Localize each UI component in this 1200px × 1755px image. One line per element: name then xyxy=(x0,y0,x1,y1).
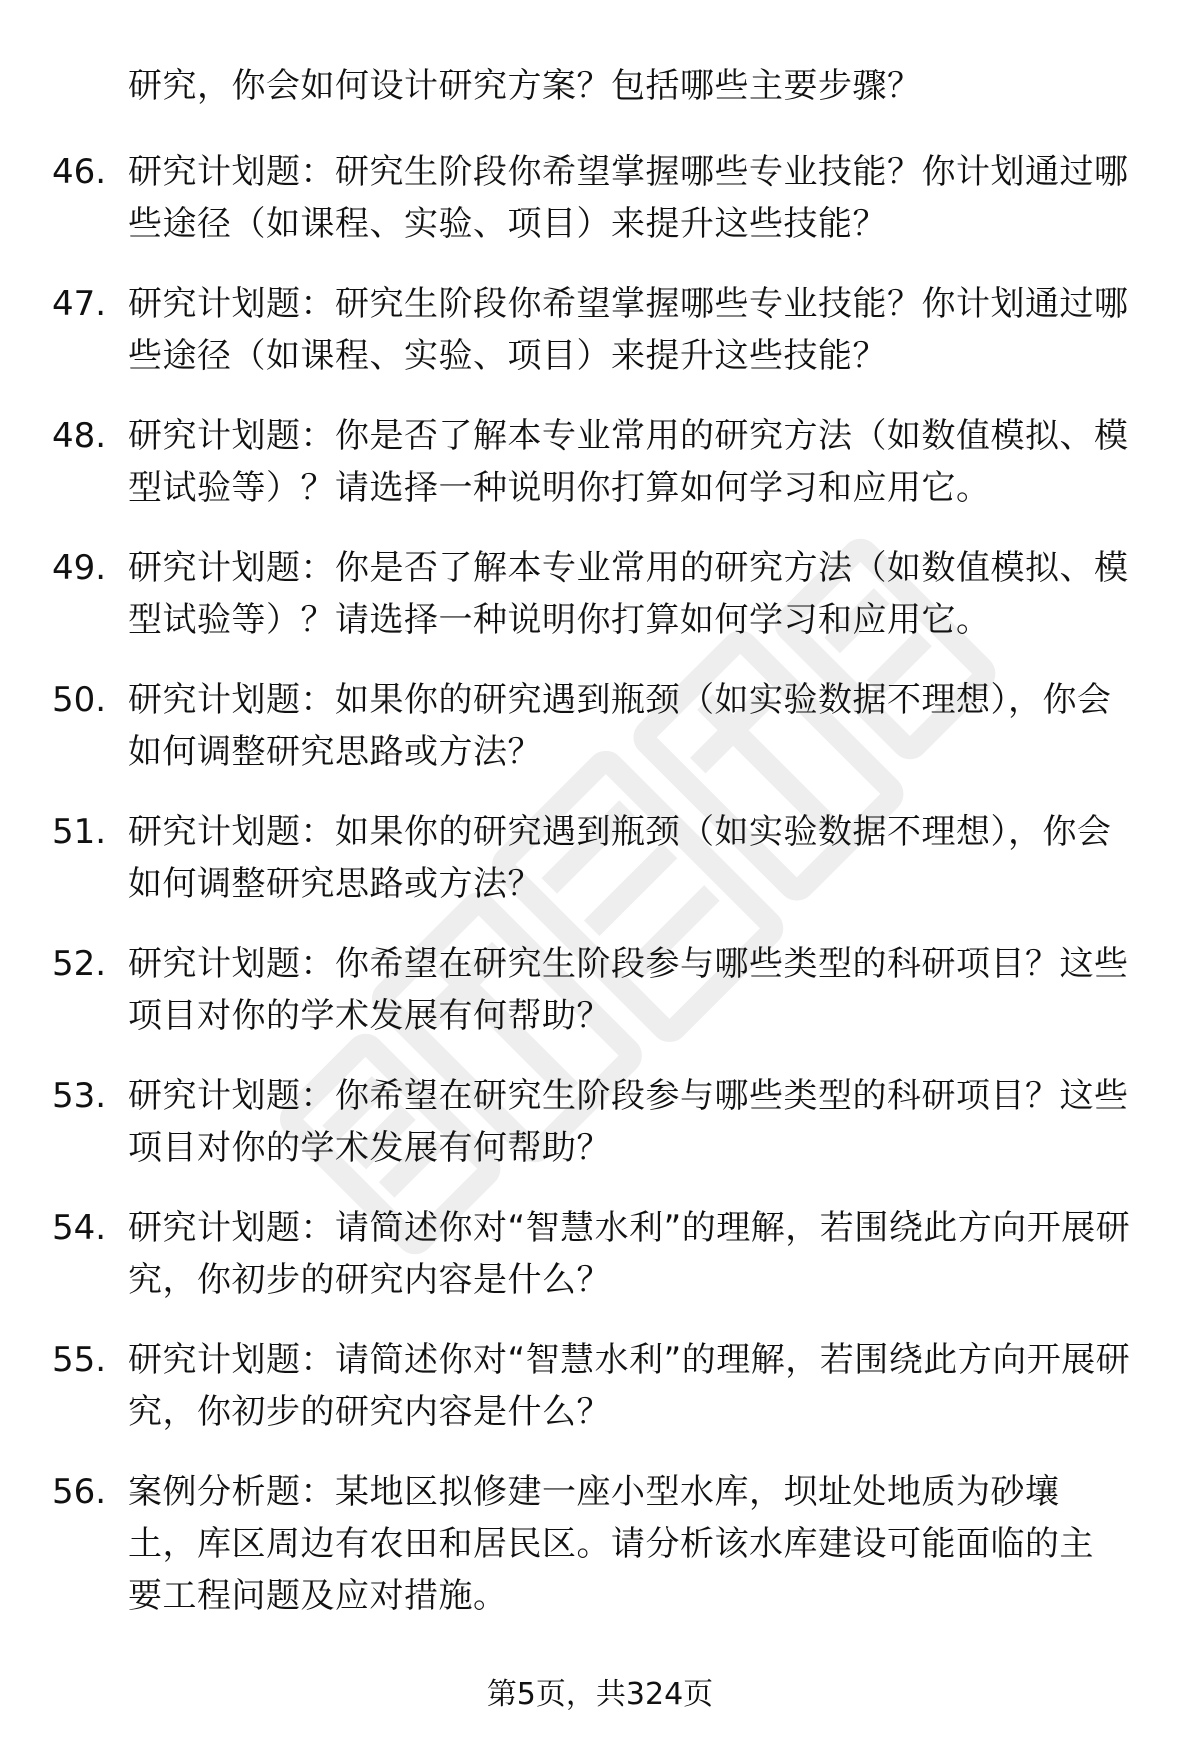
question-number: 48. xyxy=(52,416,107,456)
question-number: 51. xyxy=(52,812,107,852)
question-item xyxy=(0,404,1200,536)
question-number: 55. xyxy=(52,1340,107,1380)
question-text: 研究计划题：你希望在研究生阶段参与哪些类型的科研项目？这些项目对你的学术发展有何帮助？ xyxy=(128,944,1129,1036)
continuation-text: 研究，你会如何设计研究方案？包括哪些主要步骤？ xyxy=(128,66,922,106)
question-text: 研究计划题：研究生阶段你希望掌握哪些专业技能？你计划通过哪些途径（如课程、实验、项目）来提升这些技能？ xyxy=(128,284,1129,376)
page-footer: 第5页，共324页 xyxy=(486,1677,714,1712)
question-number: 50. xyxy=(52,680,107,720)
question-item xyxy=(0,140,1200,272)
question-text: 研究计划题：研究生阶段你希望掌握哪些专业技能？你计划通过哪些途径（如课程、实验、项目）来提升这些技能？ xyxy=(128,152,1129,244)
question-number: 53. xyxy=(52,1076,107,1116)
question-text: 研究计划题：如果你的研究遇到瓶颈（如实验数据不理想），你会如何调整研究思路或方法？ xyxy=(128,812,1112,904)
question-number: 56. xyxy=(52,1472,107,1512)
question-number: 47. xyxy=(52,284,107,324)
question-item xyxy=(0,1196,1200,1328)
question-item xyxy=(0,800,1200,932)
question-text: 研究计划题：如果你的研究遇到瓶颈（如实验数据不理想），你会如何调整研究思路或方法？ xyxy=(128,680,1112,772)
question-list xyxy=(0,140,1200,1616)
question-text: 研究计划题：请简述你对“智慧水利”的理解，若围绕此方向开展研究，你初步的研究内容是什么？ xyxy=(128,1340,1131,1432)
question-number: 54. xyxy=(52,1208,107,1248)
question-item xyxy=(0,1460,1200,1616)
question-number: 46. xyxy=(52,152,107,192)
question-text: 研究计划题：你是否了解本专业常用的研究方法（如数值模拟、模型试验等）？请选择一种说明你打算如何学习和应用它。 xyxy=(128,548,1129,640)
question-item xyxy=(0,932,1200,1064)
question-item xyxy=(0,536,1200,668)
question-item xyxy=(0,272,1200,404)
question-item xyxy=(0,1328,1200,1460)
question-item xyxy=(0,668,1200,800)
question-number: 49. xyxy=(52,548,107,588)
question-text: 研究计划题：你希望在研究生阶段参与哪些类型的科研项目？这些项目对你的学术发展有何帮助？ xyxy=(128,1076,1129,1168)
question-text: 研究计划题：你是否了解本专业常用的研究方法（如数值模拟、模型试验等）？请选择一种说明你打算如何学习和应用它。 xyxy=(128,416,1129,508)
question-item xyxy=(0,1064,1200,1196)
question-text: 研究计划题：请简述你对“智慧水利”的理解，若围绕此方向开展研究，你初步的研究内容是什么？ xyxy=(128,1208,1131,1300)
question-text: 案例分析题：某地区拟修建一座小型水库，坝址处地质为砂壤土，库区周边有农田和居民区。请分析该水库建设可能面临的主要工程问题及应对措施。 xyxy=(128,1472,1094,1616)
question-number: 52. xyxy=(52,944,107,984)
